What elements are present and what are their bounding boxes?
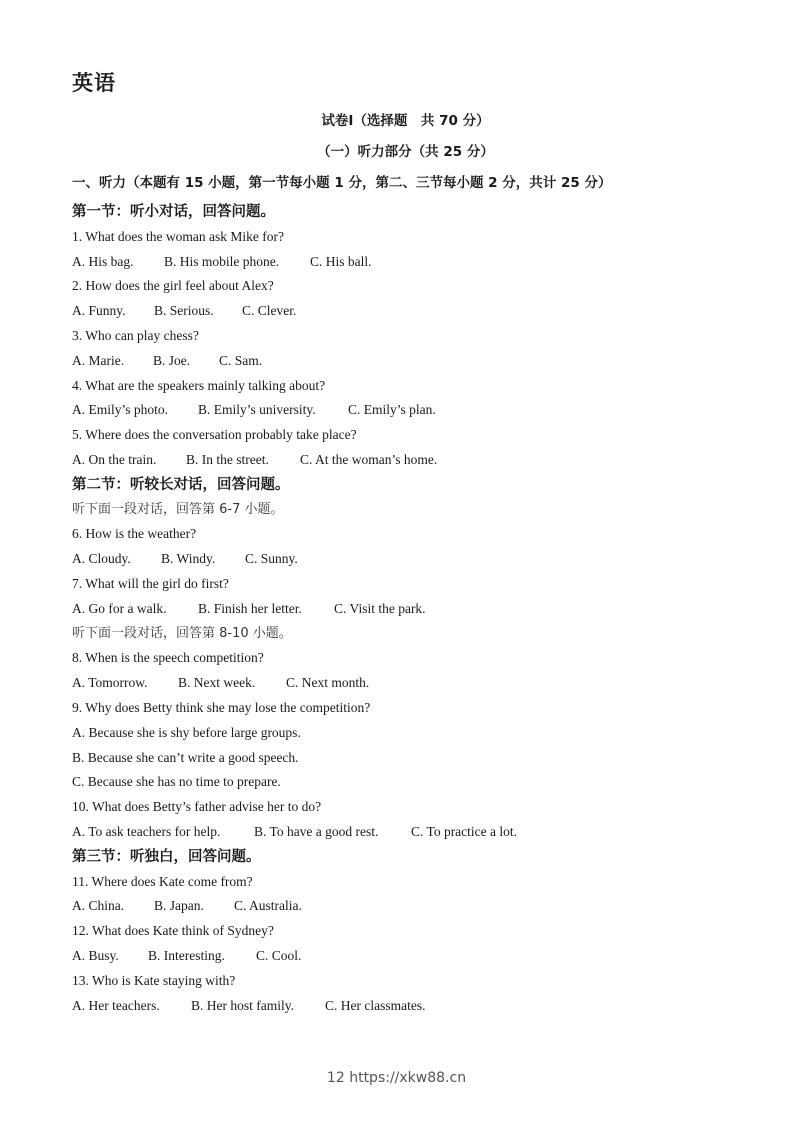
option: B. In the street.	[186, 451, 269, 467]
option: A. On the train.	[72, 451, 157, 467]
section-heading: 第二节：听较长对话，回答问题。	[72, 476, 290, 493]
option: C. Her classmates.	[325, 997, 426, 1013]
options-row	[72, 820, 732, 845]
question: 2. How does the girl feel about Alex?	[72, 278, 274, 294]
footer-url: https://xkw88.cn	[349, 1070, 467, 1086]
option: C. Visit the park.	[334, 600, 426, 616]
option: C. Because she has no time to prepare.	[72, 774, 281, 790]
listening-heading: 一、听力（本题有 15 小题，第一节每小题 1 分，第二、三节每小题 2 分，共计 25 分）	[72, 175, 612, 191]
section-heading: 第一节：听小对话，回答问题。	[72, 204, 275, 220]
option: C. Sam.	[219, 352, 263, 368]
paper-heading: 试卷Ⅰ（选择题 共 70 分）	[321, 113, 490, 129]
option: C. At the woman’s home.	[300, 451, 438, 467]
option: A. Funny.	[72, 303, 126, 319]
option: A. Busy.	[72, 947, 119, 963]
option: B. Her host family.	[191, 997, 294, 1013]
question: 12. What does Kate think of Sydney?	[72, 923, 274, 939]
page-title: 英语	[72, 71, 116, 95]
option: A. Cloudy.	[72, 551, 131, 567]
option: B. Interesting.	[148, 947, 225, 963]
question: 4. What are the speakers mainly talking about?	[72, 377, 326, 393]
options-row	[72, 448, 732, 473]
question: 7. What will the girl do first?	[72, 575, 229, 591]
option: A. Go for a walk.	[72, 600, 167, 616]
option: A. China.	[72, 898, 125, 914]
options-row	[72, 944, 732, 969]
option: B. Finish her letter.	[198, 600, 302, 616]
options-row	[72, 299, 732, 324]
option: B. Joe.	[153, 352, 191, 368]
section-heading: 第三节：听独白，回答问题。	[72, 848, 261, 865]
page-number: 12	[326, 1070, 345, 1086]
question: 13. Who is Kate staying with?	[72, 972, 236, 988]
option: B. Serious.	[154, 303, 214, 319]
option: C. Clever.	[242, 303, 297, 319]
option: A. His bag.	[72, 253, 134, 269]
question: 8. When is the speech competition?	[72, 650, 264, 666]
page-footer	[0, 1070, 793, 1086]
option: C. Australia.	[234, 898, 302, 914]
question: 3. Who can play chess?	[72, 327, 199, 343]
option: B. Japan.	[154, 898, 204, 914]
question: 1. What does the woman ask Mike for?	[72, 228, 284, 244]
option: B. Emily’s university.	[198, 402, 316, 418]
option: B. Next week.	[178, 675, 256, 691]
options-row	[72, 894, 732, 919]
instruction: 听下面一段对话，回答第 6-7 小题。	[72, 501, 284, 517]
option: B. Windy.	[161, 551, 216, 567]
question: 9. Why does Betty think she may lose the competition?	[72, 699, 371, 715]
options-row	[72, 398, 732, 423]
options-row	[72, 250, 732, 275]
option: C. Cool.	[256, 947, 302, 963]
option: C. To practice a lot.	[411, 823, 518, 839]
option: C. Sunny.	[245, 551, 298, 567]
option: B. To have a good rest.	[254, 823, 379, 839]
option: A. Emily’s photo.	[72, 402, 169, 418]
option: A. To ask teachers for help.	[72, 823, 221, 839]
option: C. Next month.	[286, 675, 370, 691]
option: B. His mobile phone.	[164, 253, 280, 269]
question: 10. What does Betty’s father advise her to do?	[72, 799, 322, 815]
question: 5. Where does the conversation probably take place?	[72, 427, 357, 443]
option: A. Her teachers.	[72, 997, 160, 1013]
option: A. Tomorrow.	[72, 675, 148, 691]
question: 6. How is the weather?	[72, 526, 197, 542]
option: A. Because she is shy before large groups.	[72, 724, 301, 740]
question-content	[72, 200, 732, 1018]
instruction: 听下面一段对话，回答第 8-10 小题。	[72, 625, 292, 641]
option: B. Because she can’t write a good speech.	[72, 749, 299, 765]
option: A. Marie.	[72, 352, 125, 368]
options-row	[72, 597, 732, 622]
options-row	[72, 547, 732, 572]
options-row	[72, 349, 732, 374]
question: 11. Where does Kate come from?	[72, 873, 253, 889]
part-heading: （一）听力部分（共 25 分）	[317, 144, 494, 160]
option: C. His ball.	[310, 253, 372, 269]
option: C. Emily’s plan.	[348, 402, 436, 418]
options-row	[72, 671, 732, 696]
options-row	[72, 994, 732, 1019]
